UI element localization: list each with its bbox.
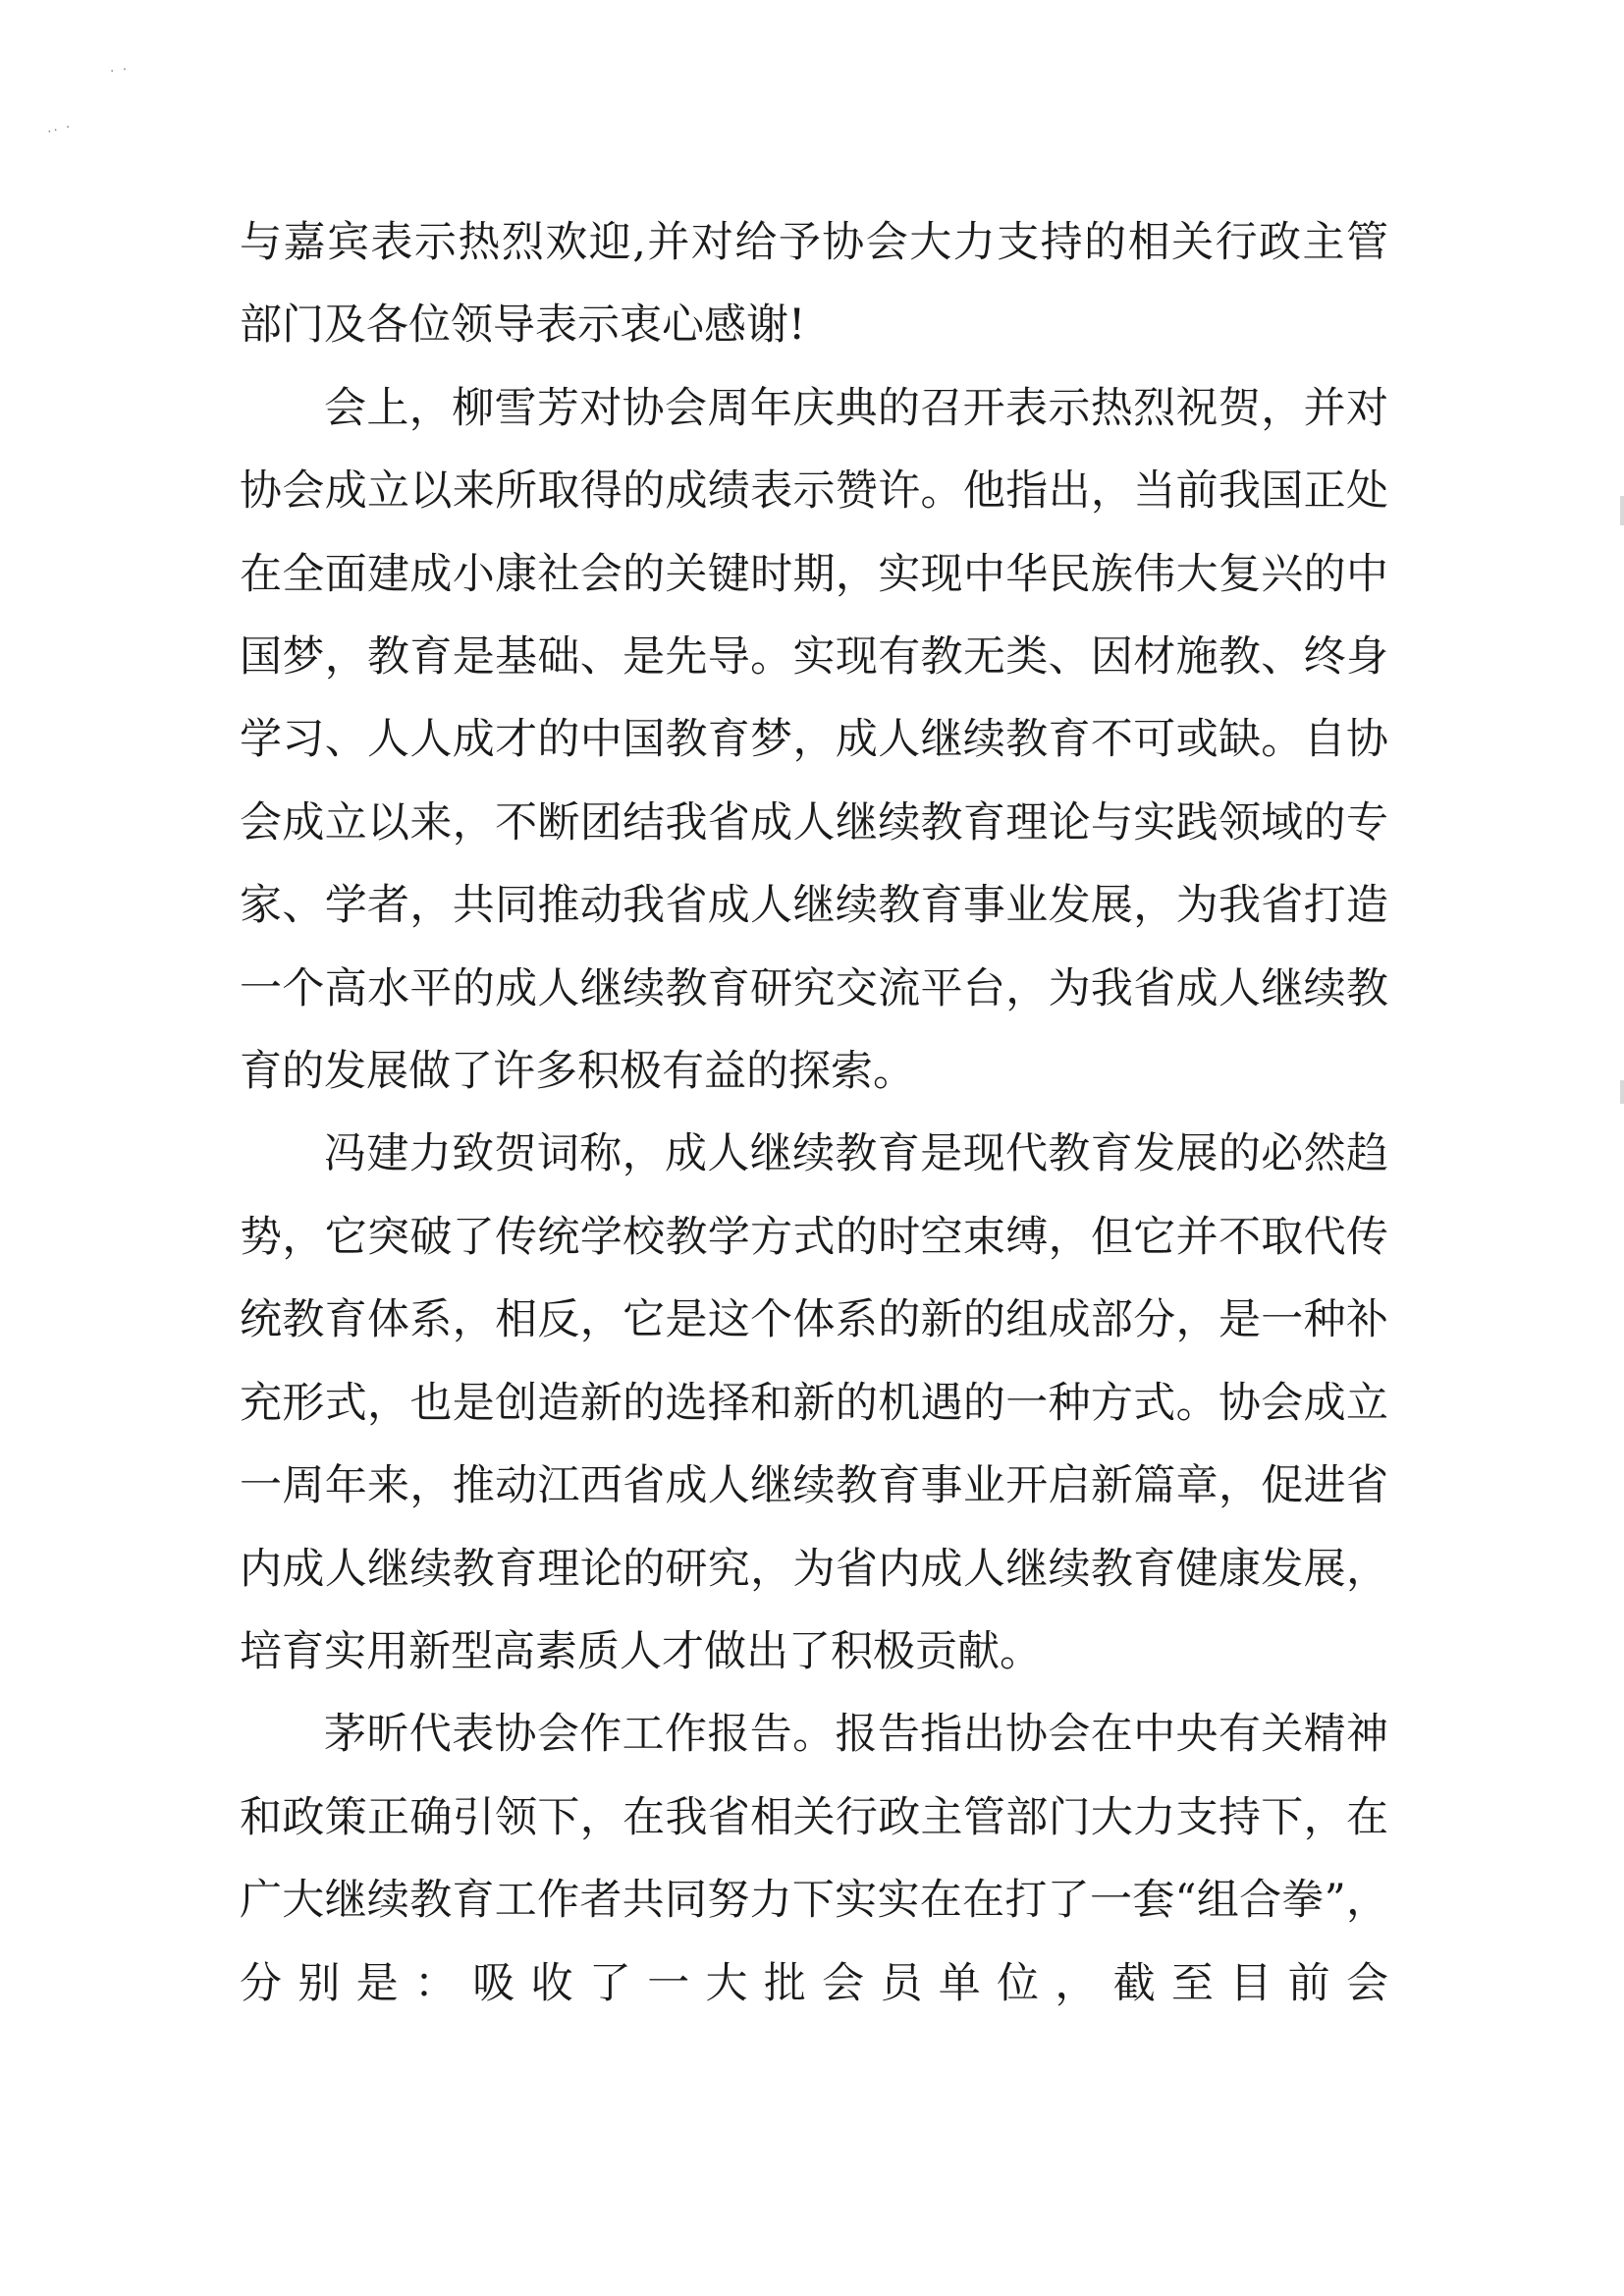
scan-artifact-mark: ·· · xyxy=(45,119,75,140)
scan-artifact-mark: · · xyxy=(108,61,131,81)
scan-edge-mark xyxy=(1620,1080,1624,1104)
paragraph-continuation: 与嘉宾表示热烈欢迎,并对给予协会大力支持的相关行政主管部门及各位领导表示衷心感谢! xyxy=(240,218,1388,351)
scan-edge-mark xyxy=(1620,496,1624,525)
paragraph-liu-xuefang-remarks: 会上，柳雪芳对协会周年庆典的召开表示热烈祝贺，并对协会成立以来所取得的成绩表示赞许。他指出，当前我国正处在全面建成小康社会的关键时期，实现中华民族伟大复兴的中国梦，教育是基础、是先导。实现有教无类、因材施教、终身学习、人人成才的中国教育梦，成人继续教育不可或缺。自协会成立以来，不断团结我省成人继续教育理论与实践领域的专家、学者，共同推动我省成人继续教育事业发展，为我省打造一个高水平的成人继续教育研究交流平台，为我省成人继续教育的发展做了许多积极有益的探索。 xyxy=(240,383,1388,1097)
document-body xyxy=(240,201,1388,2025)
paragraph-mao-xin-work-report: 茅昕代表协会作工作报告。报告指出协会在中央有关精神和政策正确引领下，在我省相关行政主管部门大力支持下，在广大继续教育工作者共同努力下实实在在打了一套“组合拳”，分别是：吸收了一大批会员单位，截至目前会 xyxy=(240,1710,1388,2008)
paragraph-feng-jianli-congratulations: 冯建力致贺词称，成人继续教育是现代教育发展的必然趋势，它突破了传统学校教学方式的时空束缚，但它并不取代传统教育体系，相反，它是这个体系的新的组成部分，是一种补充形式，也是创造新的选择和新的机遇的一种方式。协会成立一周年来，推动江西省成人继续教育事业开启新篇章，促进省内成人继续教育理论的研究，为省内成人继续教育健康发展，培育实用新型高素质人才做出了积极贡献。 xyxy=(240,1129,1388,1676)
